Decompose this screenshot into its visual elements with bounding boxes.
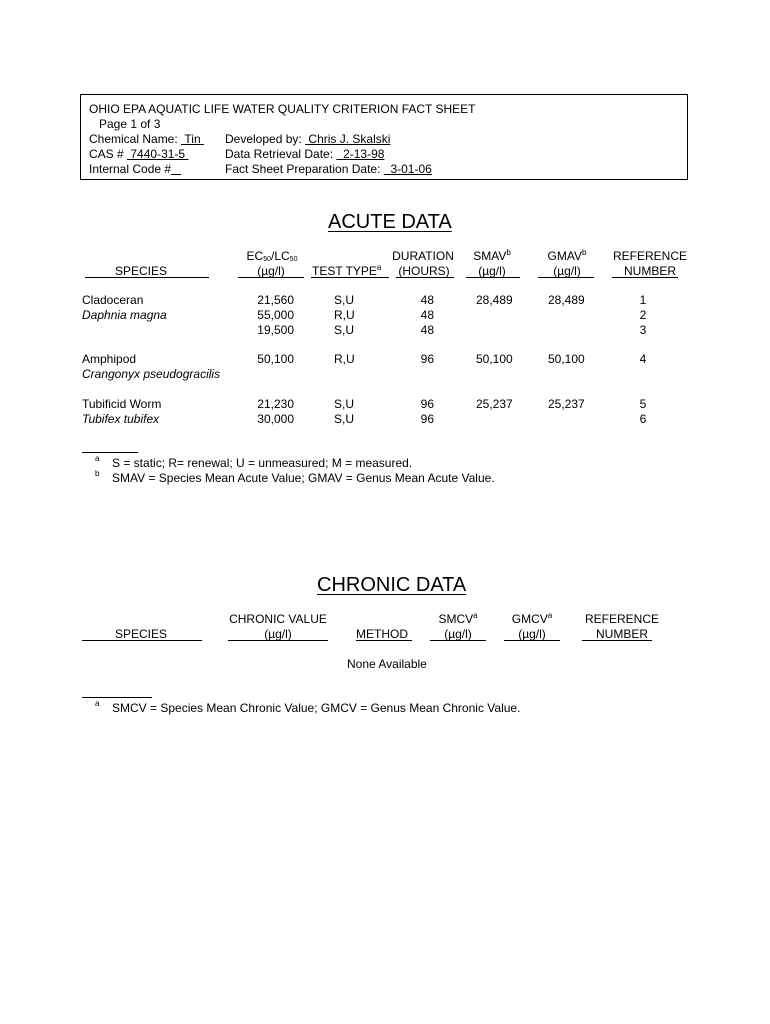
reference-number: 3	[639, 323, 647, 337]
developed-by: Developed by: Chris J. Skalski	[225, 132, 391, 146]
gmav-value: 28,489	[548, 293, 585, 307]
reference-number: 2	[639, 308, 647, 322]
ec50-header: $EC_{50}/LC_{50}$	[246, 249, 298, 263]
smav-value: 50,100	[476, 352, 513, 366]
duration-value: 96	[420, 352, 434, 366]
method-header: METHOD	[356, 627, 408, 641]
reference-number: 4	[639, 352, 647, 366]
test-type-value: R,U	[334, 352, 355, 366]
footnote-mark: a	[95, 454, 100, 463]
sheet-title: OHIO EPA AQUATIC LIFE WATER QUALITY CRITERION FACT SHEET	[89, 102, 476, 116]
footnote-text: SMAV = Species Mean Acute Value; GMAV = Genus Mean Acute Value.	[112, 471, 495, 485]
gmcv-units: (µg/l)	[518, 627, 546, 641]
page-indicator: Page 1 of 3	[99, 117, 161, 131]
smav-header: SMAV$^b$	[473, 248, 511, 263]
ec50-value: 21,230	[257, 397, 294, 411]
duration-value: 96	[420, 412, 434, 426]
species-latin-name: Tubifex tubifex	[82, 412, 160, 426]
chronic-value-header: CHRONIC VALUE	[229, 612, 327, 626]
smav-units: (µg/l)	[478, 264, 506, 278]
species-common-name: Amphipod	[82, 352, 137, 366]
reference-number: 5	[639, 397, 647, 411]
gmav-header: GMAV$^b$	[547, 248, 587, 263]
duration-value: 48	[420, 293, 434, 307]
smav-value: 28,489	[476, 293, 513, 307]
reference-header: REFERENCE	[612, 249, 687, 263]
ec50-value: 50,100	[257, 352, 294, 366]
test-type-value: S,U	[334, 412, 355, 426]
smcv-units: (µg/l)	[444, 627, 472, 641]
reference-number: 6	[639, 412, 647, 426]
reference-number: 1	[639, 293, 647, 307]
species-latin-name: Crangonyx pseudogracilis	[82, 367, 221, 381]
chronic-species-header: SPECIES	[115, 627, 168, 641]
gmav-value: 25,237	[548, 397, 585, 411]
footnote-text: SMCV = Species Mean Chronic Value; GMCV = Genus Mean Chronic Value.	[112, 701, 521, 715]
duration-header: DURATION	[392, 249, 454, 263]
number-header: NUMBER	[623, 264, 676, 278]
footnote-divider	[82, 697, 152, 698]
data-retrieval-date: Data Retrieval Date: 2-13-98	[225, 147, 385, 161]
gmav-units: (µg/l)	[553, 264, 581, 278]
ec50-value: 55,000	[257, 308, 294, 322]
smcv-header: SMCV$^a$	[438, 611, 478, 626]
gmcv-header: GMCV$^a$	[511, 611, 553, 626]
footnote-divider	[82, 452, 138, 453]
test-type-value: R,U	[334, 308, 355, 322]
test-type-value: S,U	[334, 293, 355, 307]
test-type-value: S,U	[334, 397, 355, 411]
footnote-text: S = static; R= renewal; U = unmeasured; M = measured.	[112, 456, 413, 470]
footnote-mark: b	[95, 469, 100, 478]
ec50-value: 19,500	[257, 323, 294, 337]
chronic-number-header: NUMBER	[595, 627, 648, 641]
footnote-mark: a	[95, 699, 100, 708]
gmav-value: 50,100	[548, 352, 585, 366]
fact-sheet-header	[80, 94, 688, 180]
duration-value: 48	[420, 323, 434, 337]
ec50-units: (µg/l)	[257, 264, 285, 278]
test-type-header: TEST TYPE$^a$	[312, 263, 382, 278]
chronic-value-units: (µg/l)	[264, 627, 292, 641]
test-type-value: S,U	[334, 323, 355, 337]
cas-number: CAS # 7440-31-5	[89, 147, 186, 161]
chronic-title: CHRONIC DATA	[317, 574, 467, 596]
species-latin-name: Daphnia magna	[82, 308, 167, 322]
species-common-name: Cladoceran	[82, 293, 144, 307]
ec50-value: 30,000	[257, 412, 294, 426]
chronic-reference-header: REFERENCE	[584, 612, 659, 626]
acute-title: ACUTE DATA	[328, 211, 452, 233]
duration-value: 48	[420, 308, 434, 322]
none-available: None Available	[347, 657, 427, 671]
preparation-date: Fact Sheet Preparation Date: 3-01-06	[225, 162, 432, 176]
species-common-name: Tubificid Worm	[82, 397, 162, 411]
hours-header: (HOURS)	[398, 264, 450, 278]
ec50-value: 21,560	[257, 293, 294, 307]
species-header: SPECIES	[115, 264, 168, 278]
chemical-name: Chemical Name: Tin	[89, 132, 201, 146]
duration-value: 96	[420, 397, 434, 411]
smav-value: 25,237	[476, 397, 513, 411]
internal-code: Internal Code #	[89, 162, 172, 176]
